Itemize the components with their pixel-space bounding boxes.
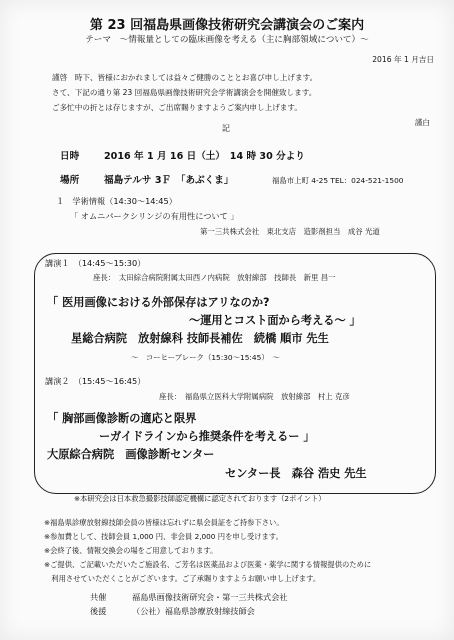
- sponsor-value: （公社）福島県診療放射線技師会: [132, 606, 255, 616]
- lecture1-title-1: 「 医用画像における外部保存はアリなのか?: [47, 296, 270, 309]
- ki-heading: 記: [222, 124, 230, 133]
- lecture1-speaker: 星総合病院 放射線科 技師長補佐 続橋 順市 先生: [71, 332, 329, 345]
- lecture1-chair: 座長： 太田綜合病院附属太田西ノ内病院 放射線部 技師長 新里 昌一: [93, 273, 336, 282]
- note-line: ※ご提供、ご記載いただいたご施設名、ご芳名は医薬品および医薬・薬学に関する情報提供のために: [44, 560, 372, 569]
- info-presenter: 第一三共株式会社 東北支店 造影剤担当 成谷 光道: [200, 227, 380, 236]
- lecture1-header: 講演１ （14:45～15:30）: [45, 258, 146, 268]
- note-line: ※福島県診療放射線技師会員の皆様は忘れずに県会員証をご持参下さい。: [44, 518, 284, 527]
- lecture1-title-2: ～運用とコスト面から考える～ 」: [189, 314, 361, 327]
- datetime-value: 2016 年 1 月 16 日（土） 14 時 30 分より: [104, 151, 305, 162]
- lecture2-chair: 座長： 福島県立医科大学附属病院 放射線部 村上 克彦: [159, 392, 350, 401]
- coffee-break: ～ コーヒーブレーク（15:30～15:45） ～: [131, 353, 280, 362]
- lecture2-speaker-org: 大原綜合病院 画像診断センター: [47, 448, 215, 461]
- lecture-box: [34, 253, 436, 494]
- note-line: 利用させていただくことがございます。ご了承賜りますようお願い申し上げます。: [44, 574, 321, 583]
- theme-line: テーマ ～情報量としての臨床画像を考える（主に胸部領域について）～: [85, 35, 369, 45]
- lecture2-title-2: ーガイドラインから推奨条件を考えるー 」: [99, 430, 315, 443]
- lecture2-header: 講演２ （15:45～16:45）: [45, 376, 146, 386]
- lecture2-speaker: センター長 森谷 浩史 先生: [225, 467, 367, 480]
- certification-note: ※本研究会は日本救急撮影技師認定機構に認定されております（2ポイント）: [74, 494, 326, 503]
- greeting-line: さて、下記の通り第 23 回福島県画像技術研究会学術講演会を開催致します。: [52, 88, 317, 97]
- greeting-line: ご多忙中の折とは存じますが、ご出席賜りますようご案内申し上げます。: [52, 103, 302, 112]
- venue-address: 福島市上町 4-25 TEL：024-521-1500: [272, 176, 404, 185]
- lecture2-title-1: 「 胸部画像診断の適応と限界: [47, 412, 197, 425]
- datetime-label: 日時: [60, 151, 80, 162]
- info-header: １ 学術情報（14:30～14:45）: [56, 196, 177, 206]
- venue-label: 場所: [60, 175, 80, 186]
- greeting-line: 謹啓 時下、皆様におかれましては益々ご健勝のこととお喜び申し上げます。: [52, 73, 318, 82]
- host-value: 福島県画像技術研究会・第一三共株式会社: [132, 592, 288, 602]
- closing-word: 謹白: [414, 118, 430, 127]
- note-line: ※会終了後、情報交換会の場をご用意しております。: [44, 546, 218, 555]
- venue-value: 福島テルサ 3Ｆ 「あぶくま」: [104, 175, 234, 186]
- note-line: ※参加費として、技師会員 1,000 円、非会員 2,000 円を申し受けます。: [44, 532, 283, 541]
- info-topic: 「 オムニパークシリンジの有用性について 」: [70, 211, 239, 221]
- sponsor-label: 後援: [90, 606, 107, 616]
- issue-date: 2016 年 1 月吉日: [372, 55, 434, 64]
- page-title: 第 23 回福島県画像技術研究会講演会のご案内: [89, 18, 365, 33]
- host-label: 共催: [90, 592, 107, 602]
